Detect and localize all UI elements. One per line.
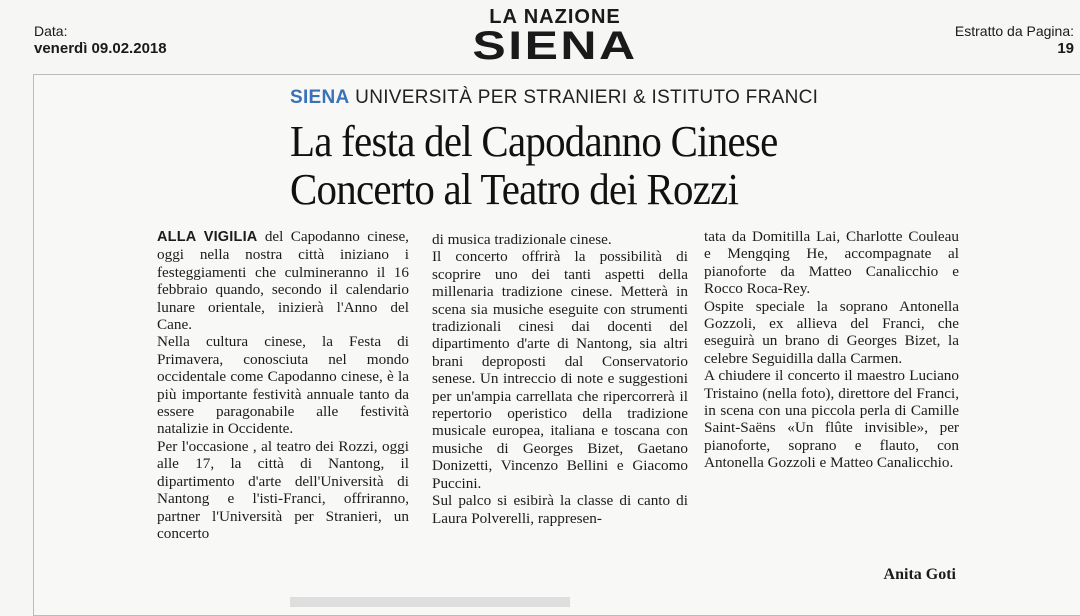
date-label: Data: (34, 23, 68, 39)
kicker-city: SIENA (290, 87, 350, 108)
header-page (955, 22, 1074, 58)
masthead-main: SIENA (472, 24, 638, 68)
bottom-strip (290, 597, 570, 607)
header-date (34, 22, 167, 58)
col2-paragraph-1: di musica tradizionale cinese. (432, 231, 612, 248)
title-line-1: La festa del Capodanno Cinese (290, 117, 778, 166)
col1-paragraph-2: Nella cultura cinese, la Festa di Primavera, conosciuta nel mondo occidentale come Capodanno cinese, è la più importante festività annuale tanto da essere paragonabile alle festività natalizie in Occidente. (157, 333, 409, 438)
article-column-3 (704, 228, 959, 472)
kicker-rest: UNIVERSITÀ PER STRANIERI & ISTITUTO FRANCI (355, 87, 819, 108)
lead-caps: ALLA VIGILIA (157, 229, 258, 245)
col3-paragraph-2: Ospite speciale la soprano Antonella Gozzoli, ex allieva del Franci, che eseguirà un brano di Georges Bizet, la celebre Seguidilla dalla Carmen. (704, 297, 959, 367)
article-title (290, 118, 777, 214)
col2-paragraph-3: Sul palco si esibirà la classe di canto di Laura Polverelli, rappresen- (432, 492, 688, 527)
page-number: 19 (1057, 40, 1074, 57)
col1-paragraph-3: Per l'occasione , al teatro dei Rozzi, oggi alle 17, la città di Nantong, il dipartimento d'arte dell'Università di Nantong e l'isti-Franci, offriranno, partner l'Università per Stranieri, un concerto (157, 437, 409, 542)
author-byline: Anita Goti (883, 566, 956, 583)
col1-paragraph-1 (157, 228, 409, 333)
masthead (440, 6, 670, 68)
masthead-top: LA NAZIONE (489, 6, 621, 28)
page-label: Estratto da Pagina: (954, 23, 1074, 39)
article-column-1 (157, 228, 409, 542)
date-value: venerdì 09.02.2018 (34, 40, 167, 57)
col1-p1-text: del Capodanno cinese, oggi nella nostra città iniziano i festeggiamenti che culmineranno il 16 febbraio quando, secondo il calendario lunare orientale, inizierà l'Anno del Cane. (157, 228, 409, 334)
col3-paragraph-3: A chiudere il concerto il maestro Luciano Tristaino (nella foto), direttore del Franci, in scena con una piccola perla di Camille Saint-Saëns «Un flûte invisible», per pianoforte, soprano e flauto, con Antonella Gozzoli e Matteo Canalicchio. (704, 367, 959, 472)
title-line-2: Concerto al Teatro dei Rozzi (290, 165, 739, 214)
article-kicker (290, 87, 818, 109)
article-column-2 (432, 231, 688, 527)
col2-paragraph-2: Il concerto offrirà la possibilità di scoprire uno dei tanti aspetti della millenaria tradizione cinese. Metterà in scena sia musiche eseguite con strumenti tradizionali cinesi dai docenti del dipartimento d'arte di Nantong, sia altri brani deproposti dal Conservatorio senese. Un intreccio di note e suggestioni per un'ampia carrellata che ripercorrerà il repertorio operistico della tradizione musicale europea, italiana e toscana con musiche di Georges Bizet, Gaetano Donizetti, Vincenzo Bellini e Giacomo Puccini. (432, 248, 688, 492)
col3-paragraph-1: tata da Domitilla Lai, Charlotte Couleau e Mengqing He, accompagnate al pianoforte da Matteo Canalicchio e Rocco Roca-Rey. (704, 228, 959, 298)
